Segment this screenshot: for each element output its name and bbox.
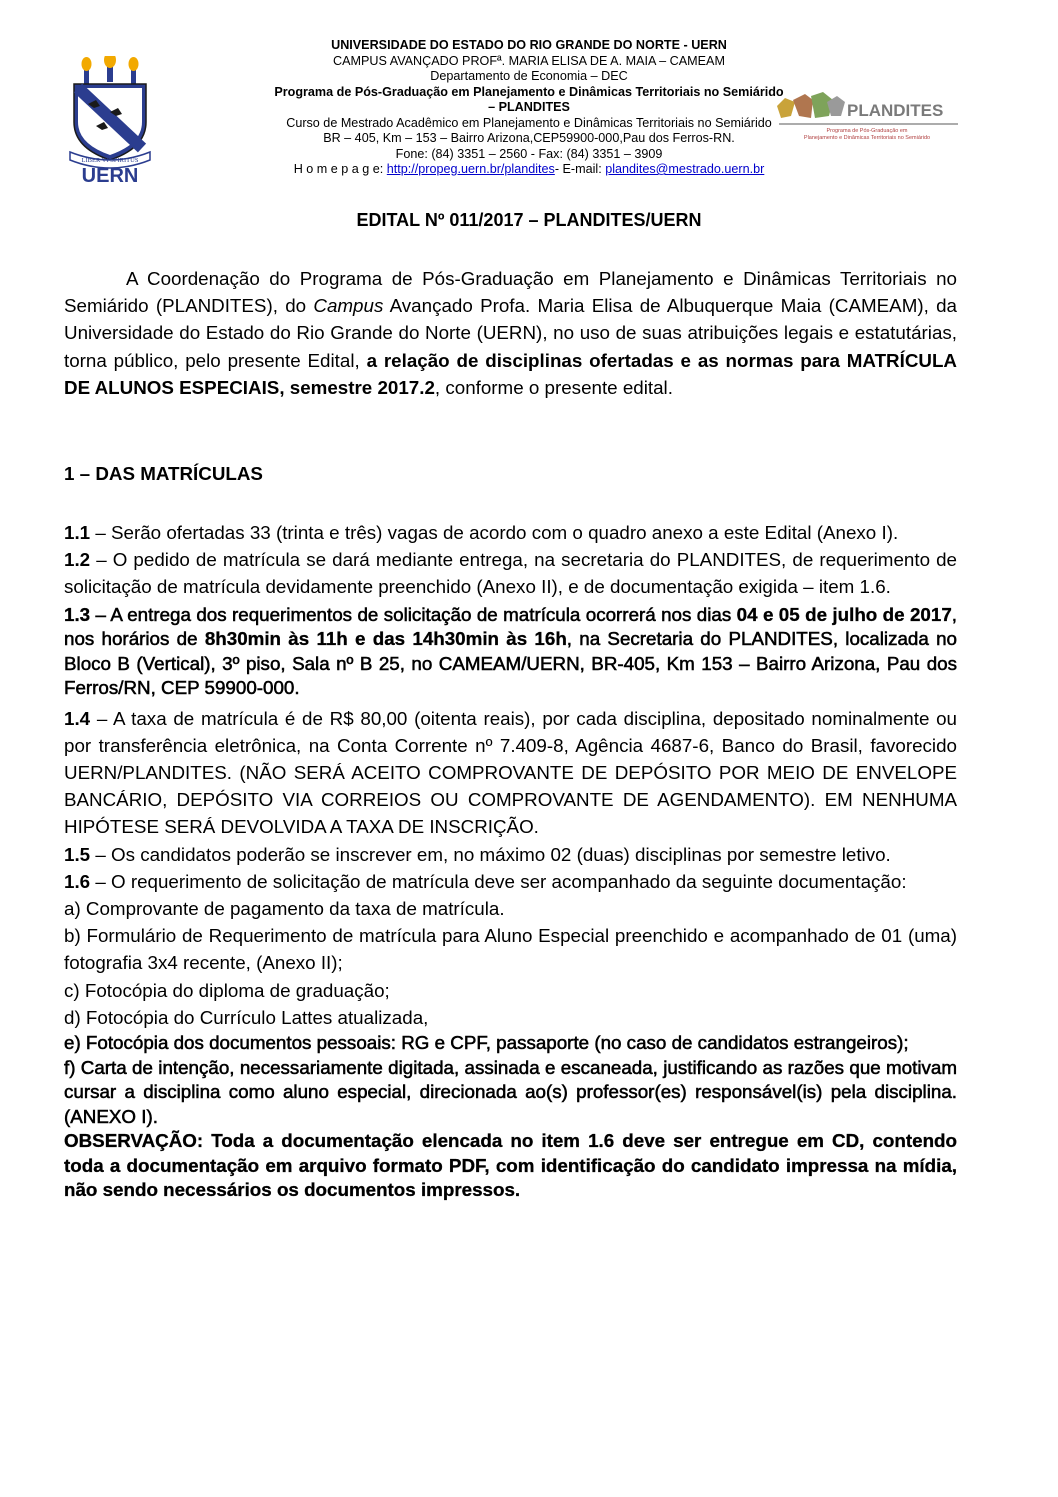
item-1-1 (64, 519, 957, 546)
torch-icon (104, 56, 116, 82)
edital-title: EDITAL Nº 011/2017 – PLANDITES/UERN (356, 210, 702, 230)
section-1-items (64, 519, 957, 1203)
uern-logo (66, 56, 154, 184)
item-text: – Serão ofertadas 33 (trinta e três) vagas de acordo com o quadro anexo a este Edital (Anexo I). (90, 522, 899, 543)
intro-paragraph (64, 265, 957, 401)
header-contact-line (165, 162, 893, 178)
item-1-4 (64, 705, 957, 841)
intro-text (64, 265, 957, 401)
torch-icon (129, 57, 139, 84)
observation: OBSERVAÇÃO: Toda a documentação elencada no item 1.6 deve ser entregue em CD, contendo toda a documentação em arquivo formato PDF, com identificação do candidato impressa na mídia, não sendo necessários os documentos impressos. (64, 1130, 957, 1201)
item-1-2 (64, 546, 957, 600)
item-number: 1.1 (64, 522, 91, 543)
torch-icon (82, 57, 92, 84)
item-text: , nos horários de (64, 603, 957, 650)
homepage-link[interactable]: http://propeg.uern.br/plandites (386, 162, 555, 176)
uern-logo-text: UERN (81, 165, 139, 184)
item-text: – A taxa de matrícula é de R$ 80,00 (oitenta reais), por cada disciplina, depositado nominalmente ou por transferência eletrônica, na Conta Corrente nº 7.409-8, Agência 4687-6, Banco do Brasil, favorecido UERN/PLANDITES. (NÃO SERÁ ACEITO COMPROVANTE DE DEPÓSITO POR MEIO DE ENVELOPE BANCÁRIO, DEPÓSITO VIA CORREIOS OU COMPROVANTE DE AGENDAMENTO). EM NENHUMA HIPÓTESE SERÁ DEVOLVIDA A TAXA DE INSCRIÇÃO. (64, 707, 957, 838)
item-1-3 (64, 603, 957, 701)
section-heading: 1 – DAS MATRÍCULAS (64, 463, 263, 484)
item-text: – O pedido de matrícula se dará mediante entrega, na secretaria do PLANDITES, de requerimento de solicitação de matrícula devidamente preenchido (Anexo II), e de documentação exigida – item 1.6. (64, 549, 957, 598)
item-c: c) Fotocópia do diploma de graduação; (64, 979, 390, 1001)
intro-campus: Campus (313, 295, 384, 317)
item-1-6 (64, 868, 957, 895)
plandites-logo-subtitle-2: Planejamento e Dinâmicas Territoriais no Semiárido (803, 135, 931, 141)
item-e: e) Fotocópia dos documentos pessoais: RG e CPF, passaporte (no caso de candidatos estrangeiros); (64, 1032, 909, 1054)
item-number: 1.4 (64, 707, 91, 729)
item-text: – Os candidatos poderão se inscrever em, no máximo 02 (duas) disciplinas por semestre letivo. (90, 843, 891, 865)
intro-text-part: , conforme o presente edital. (434, 376, 673, 398)
item-b: b) Formulário de Requerimento de matrícula para Aluno Especial preenchido e acompanhado de 01 (uma) fotografia 3x4 recente, (Anexo II); (64, 925, 957, 974)
item-number: 1.2 (64, 549, 91, 571)
homepage-label: H o m e p a g e: (293, 162, 387, 176)
plandites-logo-text: PLANDITES (847, 101, 944, 120)
item-text: – A entrega dos requerimentos de solicitação de matrícula ocorrerá nos dias (90, 603, 737, 625)
plandites-logo (775, 86, 960, 144)
header-university: UNIVERSIDADE DO ESTADO DO RIO GRANDE DO NORTE - UERN (331, 38, 727, 52)
item-number: 1.5 (64, 843, 91, 865)
header-program: Programa de Pós-Graduação em Planejamento e Dinâmicas Territoriais no Semiárido (274, 84, 784, 99)
header-program-acronym: – PLANDITES (488, 100, 570, 114)
intro-bold: a relação de disciplinas ofertadas e as normas para MATRÍCULA DE ALUNOS ESPECIAIS, semestre 2017.2 (64, 349, 957, 398)
item-date: 04 e 05 de julho de 2017 (736, 603, 952, 625)
intro-text-part: A Coordenação do Programa de Pós-Graduação em Planejamento e Dinâmicas Territoriais no Semiárido (PLANDITES), do (64, 268, 957, 317)
header-campus: CAMPUS AVANÇADO PROFª. MARIA ELISA DE A. MAIA – CAMEAM (333, 53, 725, 68)
plandites-logo-subtitle-1: Programa de Pós-Graduação em (826, 128, 908, 134)
item-1-5 (64, 841, 957, 868)
header-phone: Fone: (84) 3351 – 2560 - Fax: (84) 3351 – 3909 (395, 146, 663, 161)
item-a: a) Comprovante de pagamento da taxa de matrícula. (64, 898, 505, 920)
header-course: Curso de Mestrado Acadêmico em Planejamento e Dinâmicas Territoriais no Semiárido (286, 115, 772, 130)
item-number: 1.6 (64, 870, 91, 892)
uern-logo-motto: LIBER VI SPIRITUS (81, 157, 139, 164)
email-label: - E-mail: (554, 162, 606, 176)
item-text: , na Secretaria do PLANDITES, localizada no Bloco B (Vertical), 3º piso, Sala nº B 25, no CAMEAM/UERN, BR-405, Km 153 – Bairro Arizona, Pau dos Ferros/RN, CEP 59900-000. (64, 628, 957, 699)
item-f: f) Carta de intenção, necessariamente digitada, assinada e escaneada, justificando as razões que motivam cursar a disciplina como aluno especial, direcionada ao(s) professor(es) responsável(is) pela disciplina. (ANEXO I). (64, 1056, 957, 1127)
item-hours: 8h30min às 11h e das 14h30min às 16h (204, 628, 567, 650)
email-link[interactable]: plandites@mestrado.uern.br (605, 162, 765, 176)
intro-text-part: Avançado Profa. Maria Elisa de Albuquerque Maia (CAMEAM), da Universidade do Estado do Rio Grande do Norte (UERN), no uso de suas atribuições legais e estatutárias, torna público, pelo presente Edital, (64, 295, 957, 371)
item-d: d) Fotocópia do Currículo Lattes atualizada, (64, 1006, 429, 1028)
header-department: Departamento de Economia – DEC (430, 69, 628, 83)
item-number: 1.3 (64, 603, 91, 625)
header-address: BR – 405, Km – 153 – Bairro Arizona,CEP59900-000,Pau dos Ferros-RN. (323, 131, 735, 145)
item-text: – O requerimento de solicitação de matrícula deve ser acompanhado da seguinte documentação: (90, 870, 907, 892)
